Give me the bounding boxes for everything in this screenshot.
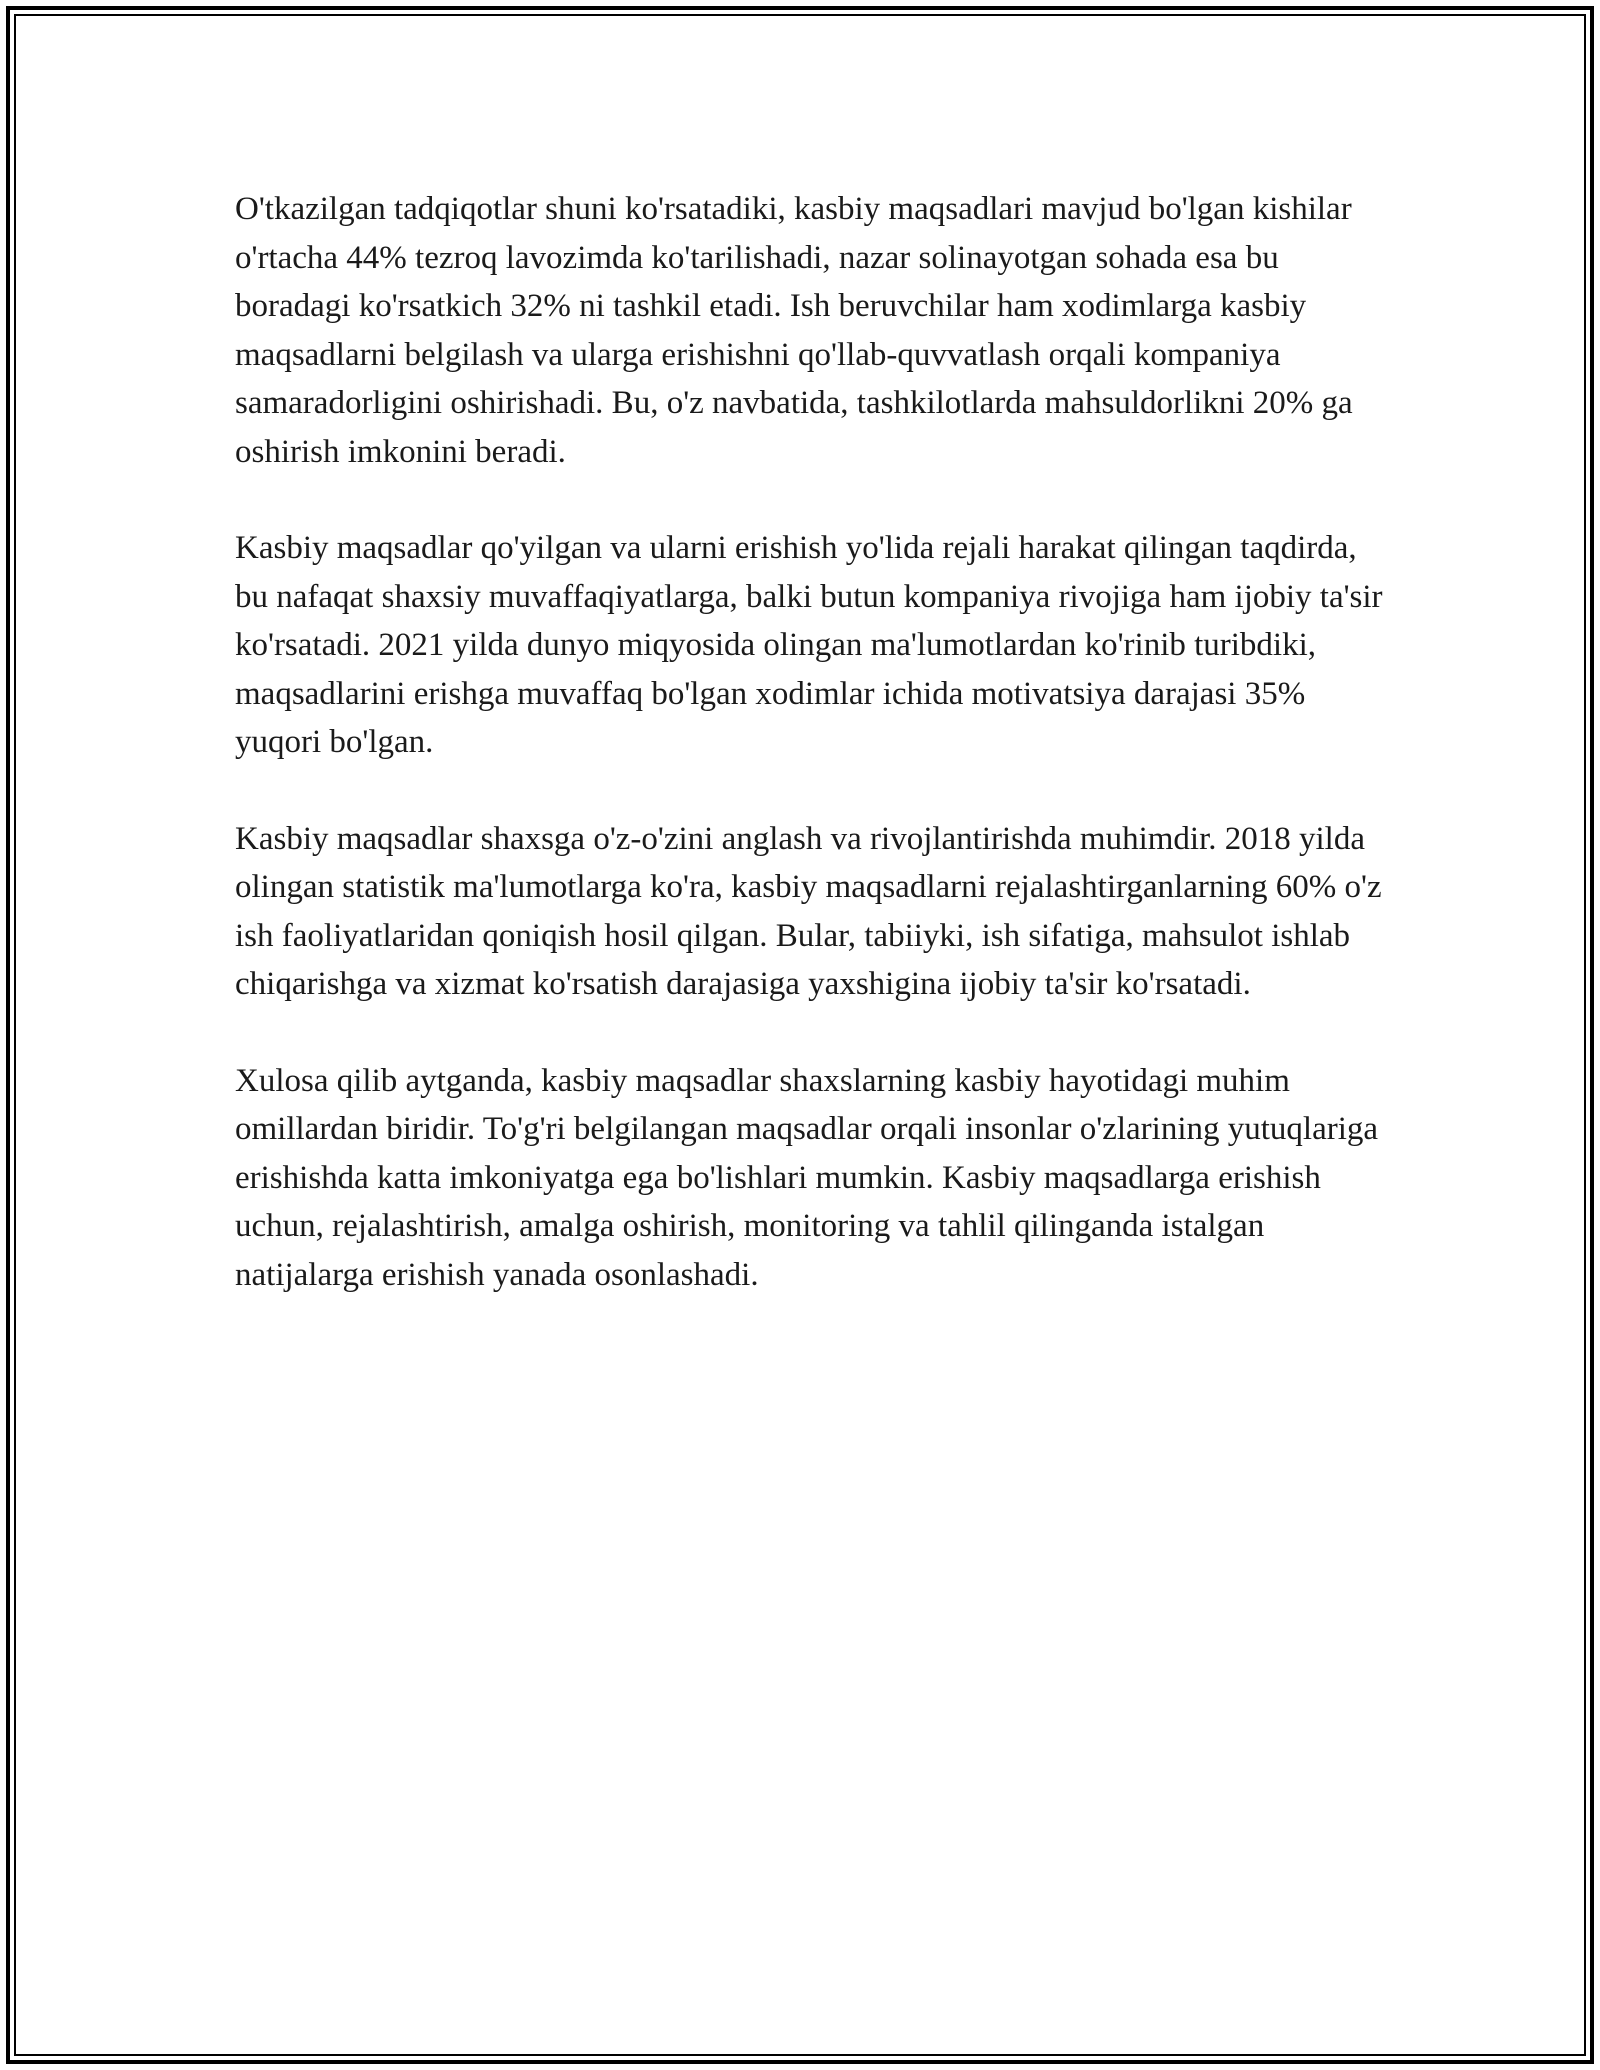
paragraph-1: O'tkazilgan tadqiqotlar shuni ko'rsatadiki, kasbiy maqsadlari mavjud bo'lgan kishilar o'rtacha 44% tezroq lavozimda ko'tarilishadi, nazar solinayotgan sohada esa bu boradagi ko'rsatkich 32% ni tashkil etadi. Ish beruvchilar ham xodimlarga kasbiy maqsadlarni belgilash va ularga erishishni qo'llab-quvvatlash orqali kompaniya samaradorligini oshirishadi. Bu, o'z navbatida, tashkilotlarda mahsuldorlikni 20% ga oshirish imkonini beradi. xyxy=(235,191,1353,470)
paragraph-3: Kasbiy maqsadlar shaxsga o'z-o'zini anglash va rivojlantirishda muhimdir. 2018 yilda olingan statistik ma'lumotlarga ko'ra, kasbiy maqsadlarni rejalashtirganlarning 60% o'z ish faoliyatlaridan qoniqish hosil qilgan. Bular, tabiiyki, ish sifatiga, mahsulot ishlab chiqarishga va xizmat ko'rsatish darajasiga yaxshigina ijobiy ta'sir ko'rsatadi. xyxy=(235,820,1382,1002)
document-body xyxy=(235,185,1385,1347)
paragraph-4: Xulosa qilib aytganda, kasbiy maqsadlar shaxslarning kasbiy hayotidagi muhim omillardan biridir. To'g'ri belgilangan maqsadlar orqali insonlar o'zlarining yutuqlariga erishishda katta imkoniyatga ega bo'lishlari mumkin. Kasbiy maqsadlarga erishish uchun, rejalashtirish, amalga oshirish, monitoring va tahlil qilinganda istalgan natijalarga erishish yanada osonlashadi. xyxy=(235,1062,1379,1293)
paragraph-2: Kasbiy maqsadlar qo'yilgan va ularni erishish yo'lida rejali harakat qilingan taqdirda, bu nafaqat shaxsiy muvaffaqiyatlarga, balki butun kompaniya rivojiga ham ijobiy ta'sir ko'rsatadi. 2021 yilda dunyo miqyosida olingan ma'lumotlardan ko'rinib turibdiki, maqsadlarini erishga muvaffaq bo'lgan xodimlar ichida motivatsiya darajasi 35% yuqori bo'lgan. xyxy=(235,530,1383,760)
